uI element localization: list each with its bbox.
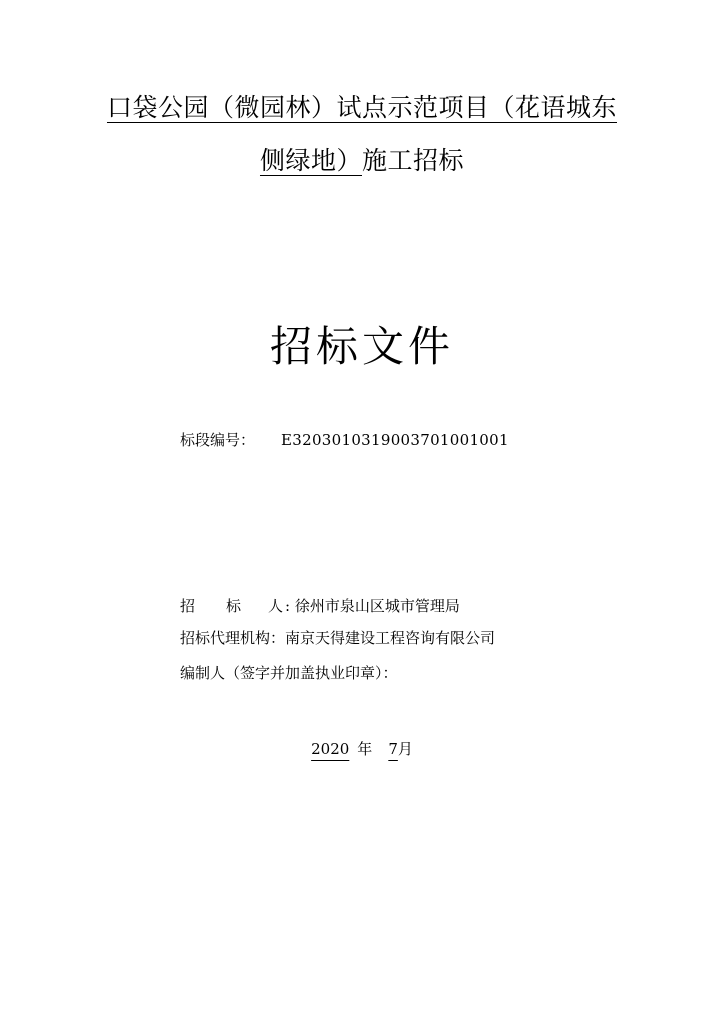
agency-label: 招标代理机构：	[180, 629, 286, 647]
tenderer-row	[180, 595, 460, 616]
compiler-label: 编制人（签字并加盖执业印章）：	[180, 664, 398, 682]
tenderer-label-char-1: 招	[180, 597, 196, 615]
bid-section-value: E3203010319003701001001	[281, 431, 509, 449]
date-month	[380, 740, 398, 758]
tenderer-label-char-3: 人	[268, 597, 284, 615]
tenderer-value: 徐州市泉山区城市管理局	[294, 597, 460, 615]
project-title-text-1: 口袋公园（微园林）试点示范项目（花语城东	[106, 93, 617, 122]
project-title-text-2-rest: 施工招标	[362, 146, 465, 175]
compiler-row	[180, 662, 398, 683]
project-title-text-2-underlined: 侧绿地）	[259, 146, 362, 175]
bid-section-number	[180, 429, 509, 450]
tenderer-colon: :	[285, 597, 291, 615]
tenderer-label-char-2: 标	[226, 597, 242, 615]
project-title-line-1	[0, 88, 724, 124]
agency-row	[180, 627, 495, 648]
bid-section-label: 标段编号：	[180, 431, 256, 449]
date-month-unit: 月	[397, 740, 413, 758]
agency-value: 南京天得建设工程咨询有限公司	[285, 629, 496, 647]
date-year-unit: 年	[357, 740, 373, 758]
issue-date	[0, 738, 724, 759]
tenderer-label	[180, 595, 285, 616]
project-title-line-2	[0, 141, 724, 177]
document-title: 招标文件	[269, 322, 454, 371]
date-year	[311, 740, 357, 758]
date-month-value: 7	[388, 740, 398, 758]
date-year-value: 2020	[311, 740, 350, 758]
